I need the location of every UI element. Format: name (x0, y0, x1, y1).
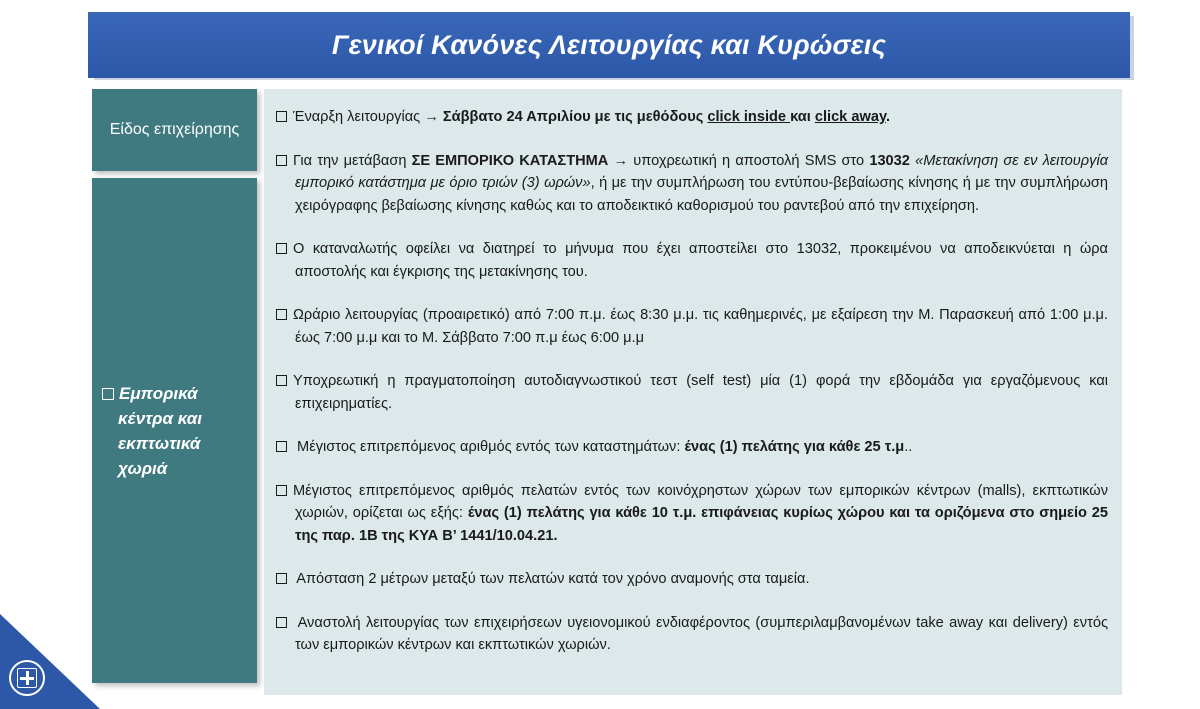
checkbox-icon (276, 617, 287, 628)
click-inside-link: click inside (707, 109, 791, 125)
business-type-header (92, 89, 257, 171)
checkbox-icon (276, 485, 287, 496)
category-line: κέντρα και (118, 408, 202, 428)
checkbox-icon (276, 441, 287, 452)
checkbox-icon (276, 375, 287, 386)
checkbox-icon (276, 573, 287, 584)
corner-decoration (0, 614, 100, 709)
category-line: εκπτωτικά (118, 433, 201, 453)
rule-food-suspension: Αναστολή λειτουργίας των επιχειρήσεων υγειονομικού ενδιαφέροντος (συμπεριλαμβανομένων take away και delivery) εντός των εμπορικών κέντρων και εκπτωτικών χωριών. (276, 612, 1108, 657)
rule-opening-date: Έναρξη λειτουργίας → Σάββατο 24 Απριλίου με τις μεθόδους click inside και click away. (276, 106, 1108, 129)
rule-opening-hours: Ωράριο λειτουργίας (προαιρετικό) από 7:00 π.μ. έως 8:30 μ.μ. τις καθημερινές, με εξαίρεση την Μ. Παρασκευή από 1:00 μ.μ. έως 7:00 μ.μ και το Μ. Σάββατο 7:00 π.μ έως 6:00 μ.μ (276, 304, 1108, 349)
checkbox-icon (276, 243, 287, 254)
checkbox-icon (276, 155, 287, 166)
checkbox-icon (276, 309, 287, 320)
checkbox-icon (102, 388, 114, 400)
checkbox-icon (276, 111, 287, 122)
category-line: χωριά (118, 458, 168, 478)
rule-keep-message: Ο καταναλωτής οφείλει να διατηρεί το μήνυμα που έχει αποστείλει στο 13032, προκειμένου να αποδεικνύεται η ώρα αποστολής και έγκρισης της μετακίνησης του. (276, 238, 1108, 283)
category-line: Εμπορικά (102, 381, 202, 406)
rule-sms-movement: Για την μετάβαση ΣΕ ΕΜΠΟΡΙΚΟ ΚΑΤΑΣΤΗΜΑ → υποχρεωτική η αποστολή SMS στο 13032 «Μετακίνηση σε εν λειτουργία εμπορικό κατάστημα με όριο τριών (3) ωρών», ή με την συμπλήρωση του εντύπου-βεβαίωσης κίνησης ή με την συμπλήρωση χειρόγραφης βεβαίωσης κίνησης καθώς και το αποδεικτικό καθορισμού του ραντεβού από την επιχείρηση. (276, 150, 1108, 218)
rule-distance: Απόσταση 2 μέτρων μεταξύ των πελατών κατά τον χρόνο αναμονής στα ταμεία. (276, 568, 1108, 591)
title-banner (88, 12, 1130, 78)
business-type-label: Είδος επιχείρησης (109, 121, 240, 138)
greek-government-emblem-icon (9, 660, 45, 696)
rule-mall-capacity: Μέγιστος επιτρεπόμενος αριθμός πελατών εντός των κοινόχρηστων χώρων των εμπορικών κέντρων (malls), εκπτωτικών χωριών, ορίζεται ως εξής: ένας (1) πελάτης για κάθε 10 τ.μ. επιφάνειας κυρίως χώρου και τα οριζόμενα στο σημείο 25 της παρ. 1Β της ΚΥΑ Β’ 1441/10.04.21. (276, 480, 1108, 548)
business-category-box (92, 178, 257, 683)
cross-icon (17, 668, 37, 688)
rule-store-capacity: Μέγιστος επιτρεπόμενος αριθμός εντός των καταστημάτων: ένας (1) πελάτης για κάθε 25 τ.μ.. (276, 436, 1108, 459)
click-away-link: click away (814, 109, 886, 125)
rules-panel (264, 89, 1122, 695)
rule-self-test: Υποχρεωτική η πραγματοποίηση αυτοδιαγνωστικού τεστ (self test) μία (1) φορά την εβδομάδα για εργαζόμενους και επιχειρηματίες. (276, 370, 1108, 415)
page-title: Γενικοί Κανόνες Λειτουργίας και Κυρώσεις (331, 29, 887, 60)
business-category (102, 381, 202, 481)
